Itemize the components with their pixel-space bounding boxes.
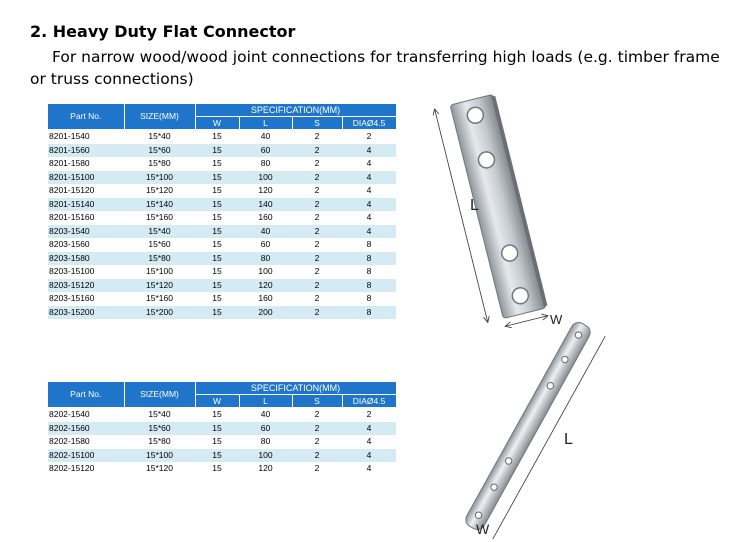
header-s: S	[292, 395, 342, 408]
l-cell: 120	[239, 184, 292, 198]
size-cell: 15*60	[124, 238, 195, 252]
table-row	[48, 198, 396, 212]
s-cell: 2	[292, 462, 342, 476]
s-cell: 2	[292, 435, 342, 449]
s-cell: 2	[292, 130, 342, 144]
w-cell: 15	[195, 238, 239, 252]
dia-cell: 4	[342, 422, 396, 436]
length-label: L	[470, 197, 479, 214]
size-cell: 15*160	[124, 211, 195, 225]
dia-cell: 2	[342, 130, 396, 144]
header-specification: SPECIFICATION(MM)	[195, 104, 396, 117]
table-row	[48, 252, 396, 266]
s-cell: 2	[292, 211, 342, 225]
l-cell: 100	[239, 449, 292, 463]
size-cell: 15*100	[124, 171, 195, 185]
part-no-cell: 8201-15100	[48, 171, 124, 185]
table-row	[48, 265, 396, 279]
table-row	[48, 306, 396, 320]
part-no-cell: 8203-15200	[48, 306, 124, 320]
l-cell: 40	[239, 225, 292, 239]
l-cell: 60	[239, 238, 292, 252]
l-cell: 100	[239, 171, 292, 185]
s-cell: 2	[292, 265, 342, 279]
dia-cell: 4	[342, 157, 396, 171]
size-cell: 15*100	[124, 265, 195, 279]
s-cell: 2	[292, 144, 342, 158]
l-cell: 100	[239, 265, 292, 279]
dia-cell: 4	[342, 211, 396, 225]
width-label: W	[476, 521, 490, 537]
width-label: W	[550, 312, 563, 327]
part-no-cell: 8201-1540	[48, 130, 124, 144]
s-cell: 2	[292, 306, 342, 320]
w-cell: 15	[195, 171, 239, 185]
part-no-cell: 8203-15160	[48, 292, 124, 306]
dia-cell: 8	[342, 306, 396, 320]
part-no-cell: 8203-1560	[48, 238, 124, 252]
header-w: W	[195, 117, 239, 130]
w-cell: 15	[195, 449, 239, 463]
table-row	[48, 279, 396, 293]
s-cell: 2	[292, 157, 342, 171]
w-cell: 15	[195, 292, 239, 306]
s-cell: 2	[292, 252, 342, 266]
l-cell: 200	[239, 306, 292, 320]
part-no-cell: 8201-1580	[48, 157, 124, 171]
size-cell: 15*80	[124, 157, 195, 171]
part-no-cell: 8202-1580	[48, 435, 124, 449]
table-row	[48, 130, 396, 144]
dia-cell: 4	[342, 449, 396, 463]
w-cell: 15	[195, 279, 239, 293]
s-cell: 2	[292, 292, 342, 306]
dia-cell: 8	[342, 238, 396, 252]
part-no-cell: 8203-1580	[48, 252, 124, 266]
description: For narrow wood/wood joint connections for transferring high loads (e.g. timber frame or truss connections)	[30, 48, 720, 88]
table-row	[48, 211, 396, 225]
part-no-cell: 8203-15100	[48, 265, 124, 279]
size-cell: 15*40	[124, 130, 195, 144]
size-cell: 15*120	[124, 184, 195, 198]
part-no-cell: 8202-15120	[48, 462, 124, 476]
w-cell: 15	[195, 252, 239, 266]
s-cell: 2	[292, 225, 342, 239]
table-row	[48, 171, 396, 185]
s-cell: 2	[292, 422, 342, 436]
header-w: W	[195, 395, 239, 408]
dia-cell: 4	[342, 462, 396, 476]
header-specification: SPECIFICATION(MM)	[195, 382, 396, 395]
l-cell: 40	[239, 408, 292, 422]
l-cell: 80	[239, 435, 292, 449]
header-size: SIZE(MM)	[124, 382, 195, 408]
table-row	[48, 225, 396, 239]
header-l: L	[239, 117, 292, 130]
w-cell: 15	[195, 130, 239, 144]
size-cell: 15*80	[124, 435, 195, 449]
size-cell: 15*100	[124, 449, 195, 463]
part-no-cell: 8201-15140	[48, 198, 124, 212]
s-cell: 2	[292, 198, 342, 212]
size-cell: 15*120	[124, 279, 195, 293]
table-row	[48, 292, 396, 306]
s-cell: 2	[292, 184, 342, 198]
s-cell: 2	[292, 408, 342, 422]
part-no-cell: 8201-1560	[48, 144, 124, 158]
l-cell: 60	[239, 144, 292, 158]
size-cell: 15*40	[124, 225, 195, 239]
header-dia: DIAØ4.5	[342, 117, 396, 130]
header-size: SIZE(MM)	[124, 104, 195, 130]
l-cell: 60	[239, 422, 292, 436]
s-cell: 2	[292, 238, 342, 252]
dia-cell: 4	[342, 184, 396, 198]
l-cell: 120	[239, 462, 292, 476]
page-heading: 2. Heavy Duty Flat Connector	[30, 22, 296, 41]
w-cell: 15	[195, 408, 239, 422]
s-cell: 2	[292, 279, 342, 293]
size-cell: 15*160	[124, 292, 195, 306]
size-cell: 15*60	[124, 144, 195, 158]
l-cell: 140	[239, 198, 292, 212]
part-no-cell: 8203-15120	[48, 279, 124, 293]
part-no-cell: 8203-1540	[48, 225, 124, 239]
w-cell: 15	[195, 225, 239, 239]
w-cell: 15	[195, 306, 239, 320]
part-no-cell: 8202-1560	[48, 422, 124, 436]
l-cell: 120	[239, 279, 292, 293]
dia-cell: 4	[342, 198, 396, 212]
table-row	[48, 449, 396, 463]
s-cell: 2	[292, 171, 342, 185]
dia-cell: 4	[342, 171, 396, 185]
size-cell: 15*40	[124, 408, 195, 422]
l-cell: 80	[239, 252, 292, 266]
dia-cell: 4	[342, 144, 396, 158]
dia-cell: 8	[342, 252, 396, 266]
flat-connector-strap-image	[448, 316, 618, 542]
w-cell: 15	[195, 422, 239, 436]
size-cell: 15*120	[124, 462, 195, 476]
spec-table-8202	[48, 382, 397, 476]
table-row	[48, 422, 396, 436]
size-cell: 15*60	[124, 422, 195, 436]
table-row	[48, 435, 396, 449]
size-cell: 15*200	[124, 306, 195, 320]
table2-body	[48, 408, 396, 476]
w-cell: 15	[195, 211, 239, 225]
w-cell: 15	[195, 144, 239, 158]
header-dia: DIAØ4.5	[342, 395, 396, 408]
l-cell: 160	[239, 292, 292, 306]
dia-cell: 8	[342, 265, 396, 279]
w-cell: 15	[195, 435, 239, 449]
spec-table-8201-8203	[48, 104, 397, 319]
header-part-no: Part No.	[48, 382, 124, 408]
dia-cell: 4	[342, 225, 396, 239]
dia-cell: 8	[342, 292, 396, 306]
length-label: L	[564, 431, 573, 448]
dia-cell: 8	[342, 279, 396, 293]
w-cell: 15	[195, 157, 239, 171]
table1-body	[48, 130, 396, 320]
part-no-cell: 8202-1540	[48, 408, 124, 422]
w-cell: 15	[195, 184, 239, 198]
dia-cell: 4	[342, 435, 396, 449]
s-cell: 2	[292, 449, 342, 463]
header-l: L	[239, 395, 292, 408]
l-cell: 80	[239, 157, 292, 171]
w-cell: 15	[195, 265, 239, 279]
part-no-cell: 8202-15100	[48, 449, 124, 463]
flat-connector-wide-image	[410, 86, 570, 331]
table-row	[48, 238, 396, 252]
table-row	[48, 462, 396, 476]
header-part-no: Part No.	[48, 104, 124, 130]
table-row	[48, 408, 396, 422]
l-cell: 40	[239, 130, 292, 144]
w-cell: 15	[195, 462, 239, 476]
size-cell: 15*80	[124, 252, 195, 266]
dia-cell: 2	[342, 408, 396, 422]
part-no-cell: 8201-15160	[48, 211, 124, 225]
size-cell: 15*140	[124, 198, 195, 212]
part-no-cell: 8201-15120	[48, 184, 124, 198]
w-cell: 15	[195, 198, 239, 212]
table-row	[48, 144, 396, 158]
table-row	[48, 184, 396, 198]
header-s: S	[292, 117, 342, 130]
table-row	[48, 157, 396, 171]
l-cell: 160	[239, 211, 292, 225]
